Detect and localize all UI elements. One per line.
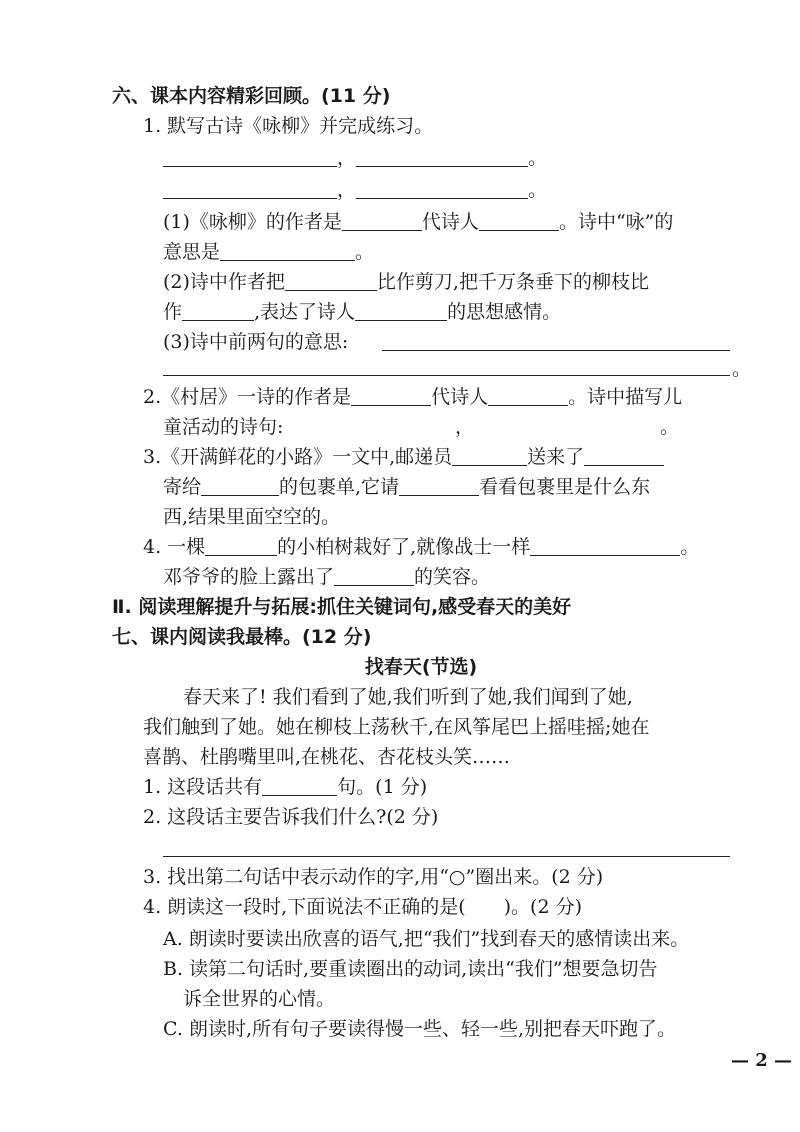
answer-blank[interactable] [356,146,528,167]
passage-line-3: 喜鹊、杜鹃嘴里叫,在桃花、杏花枝头笑…… [143,746,511,768]
answer-blank[interactable] [262,775,337,796]
option-b: B. 读第二句话时,要重读圈出的动词,读出“我们”想要急切告 [163,958,658,980]
option-a: A. 朗读时要读出欣喜的语气,把“我们”找到春天的感情读出来。 [163,928,690,950]
option-b-cont: 诉全世界的心情。 [183,988,336,1010]
answer-blank[interactable] [355,300,447,321]
q6-3-cont2: 西,结果里面空空的。 [163,506,341,528]
q7-3: 3. 找出第二句话中表示动作的字,用“○”圈出来。(2 分) [143,866,604,888]
answer-blank[interactable] [488,385,568,406]
passage-line-1: 春天来了! 我们看到了她,我们听到了她,我们闻到了她, [183,686,633,708]
q6-2: 2.《村居》一诗的作者是 代诗人 。诗中描写儿 [143,386,683,408]
answer-blank[interactable] [163,178,337,199]
q6-2-cont: 童活动的诗句: [163,416,284,438]
q6-1-prompt: 1. 默写古诗《咏柳》并完成练习。 [143,115,434,137]
answer-line[interactable] [382,350,730,351]
answer-blank[interactable] [334,565,414,586]
answer-blank[interactable] [530,535,680,556]
answer-blank[interactable] [201,475,279,496]
answer-blank[interactable] [356,178,528,199]
answer-blank[interactable] [163,146,337,167]
answer-blank[interactable] [399,475,479,496]
option-c: C. 朗读时,所有句子要读得慢一些、轻一些,别把春天吓跑了。 [163,1018,677,1040]
answer-blank[interactable] [205,535,277,556]
q6-4: 4. 一棵 的小柏树栽好了,就像战士一样 。 [143,536,700,558]
q6-4-cont: 邓爷爷的脸上露出了 的笑容。 [163,566,491,588]
section-7-heading: 七、课内阅读我最棒。(12 分) [112,626,372,648]
section-6-heading: 六、课本内容精彩回顾。(11 分) [112,85,391,107]
answer-blank[interactable] [285,270,377,291]
part-2-heading: Ⅱ. 阅读理解提升与拓展:抓住关键词句,感受春天的美好 [112,596,572,618]
passage-title: 找春天(节选) [364,656,478,678]
poem-line-2: ， 。 [163,176,547,204]
poem-line-1: ， 。 [163,144,547,172]
passage-line-2: 我们触到了她。她在柳枝上荡秋千,在风筝尾巴上摇哇摇;她在 [143,716,650,738]
answer-line[interactable] [163,375,730,376]
q6-3: 3.《开满鲜花的小路》一文中,邮递员 送来了 [143,443,664,471]
q6-1-sub3: (3)诗中前两句的意思: [163,331,349,353]
q7-4: 4. 朗读这一段时,下面说法不正确的是( )。(2 分) [143,896,582,918]
q6-1-sub2-cont: 作 ,表达了诗人 的思想感情。 [163,301,562,323]
answer-blank[interactable] [584,445,664,466]
answer-blank[interactable] [342,210,422,231]
answer-blank[interactable] [479,210,559,231]
q6-1-sub1-cont: 意思是 。 [163,241,375,263]
page-number: — 2 — [730,1050,792,1071]
q7-2: 2. 这段话主要告诉我们什么?(2 分) [143,806,439,828]
answer-line[interactable] [163,856,730,857]
answer-blank[interactable] [452,445,527,466]
answer-blank[interactable] [220,240,355,261]
worksheet-page: 六、课本内容精彩回顾。(11 分) 1. 默写古诗《咏柳》并完成练习。 ， 。 ， 。 (1)《咏柳》的作者是 代诗人 。诗中“咏”的 意思是 。 (2)诗中作者把 比作剪刀,把千万条垂下的柳枝比 作 ,表达了诗人 的思想感情。 (3)诗中前两句的意思: 。 2.《村居》一诗的作者是 代诗人 。诗中描写儿 童活动的诗句: ， 。 3.《开满鲜花的小路》一文中,邮递员 送来了 寄给 的包裹单,它请 看看包裹里是什么东 西,结果里面空空的。 4. 一棵 的小柏树栽好了,就像战士一样 。 邓爷爷的脸上露出了 的笑容。 Ⅱ. 阅读理解提升与拓展:抓住关键词句,感受春天的美好 七、课内阅读我最棒。(12 分) 找春天(节选) 春天来了! 我们看到了她,我们听到了她,我们闻到了她, 我们触到了她。她在柳枝上荡秋千,在风筝尾巴上摇哇摇;她在 喜鹊、杜鹃嘴里叫,在桃花、杏花枝头笑…… 1. 这段话共有 句。(1 分) 2. 这段话主要告诉我们什么?(2 分) 3. 找出第二句话中表示动作的字,用“○”圈出来。(2 分) 4. 朗读这一段时,下面说法不正确的是( )。(2 分) A. 朗读时要读出欣喜的语气,把“我们”找到春天的感情读出来。 B. 读第二句话时,要重读圈出的动词,读出“我们”想要急切告 诉全世界的心情。 C. 朗读时,所有句子要读得慢一些、轻一些,别把春天吓跑了。 — 2 — [0,0,800,1132]
answer-blank[interactable] [182,300,254,321]
q6-1-sub1: (1)《咏柳》的作者是 代诗人 。诗中“咏”的 [163,211,674,233]
q7-1: 1. 这段话共有 句。(1 分) [143,776,428,798]
answer-blank[interactable] [351,385,431,406]
q6-3-cont: 寄给 的包裹单,它请 看看包裹里是什么东 [163,476,651,498]
q6-1-sub2: (2)诗中作者把 比作剪刀,把千万条垂下的柳枝比 [163,271,649,293]
